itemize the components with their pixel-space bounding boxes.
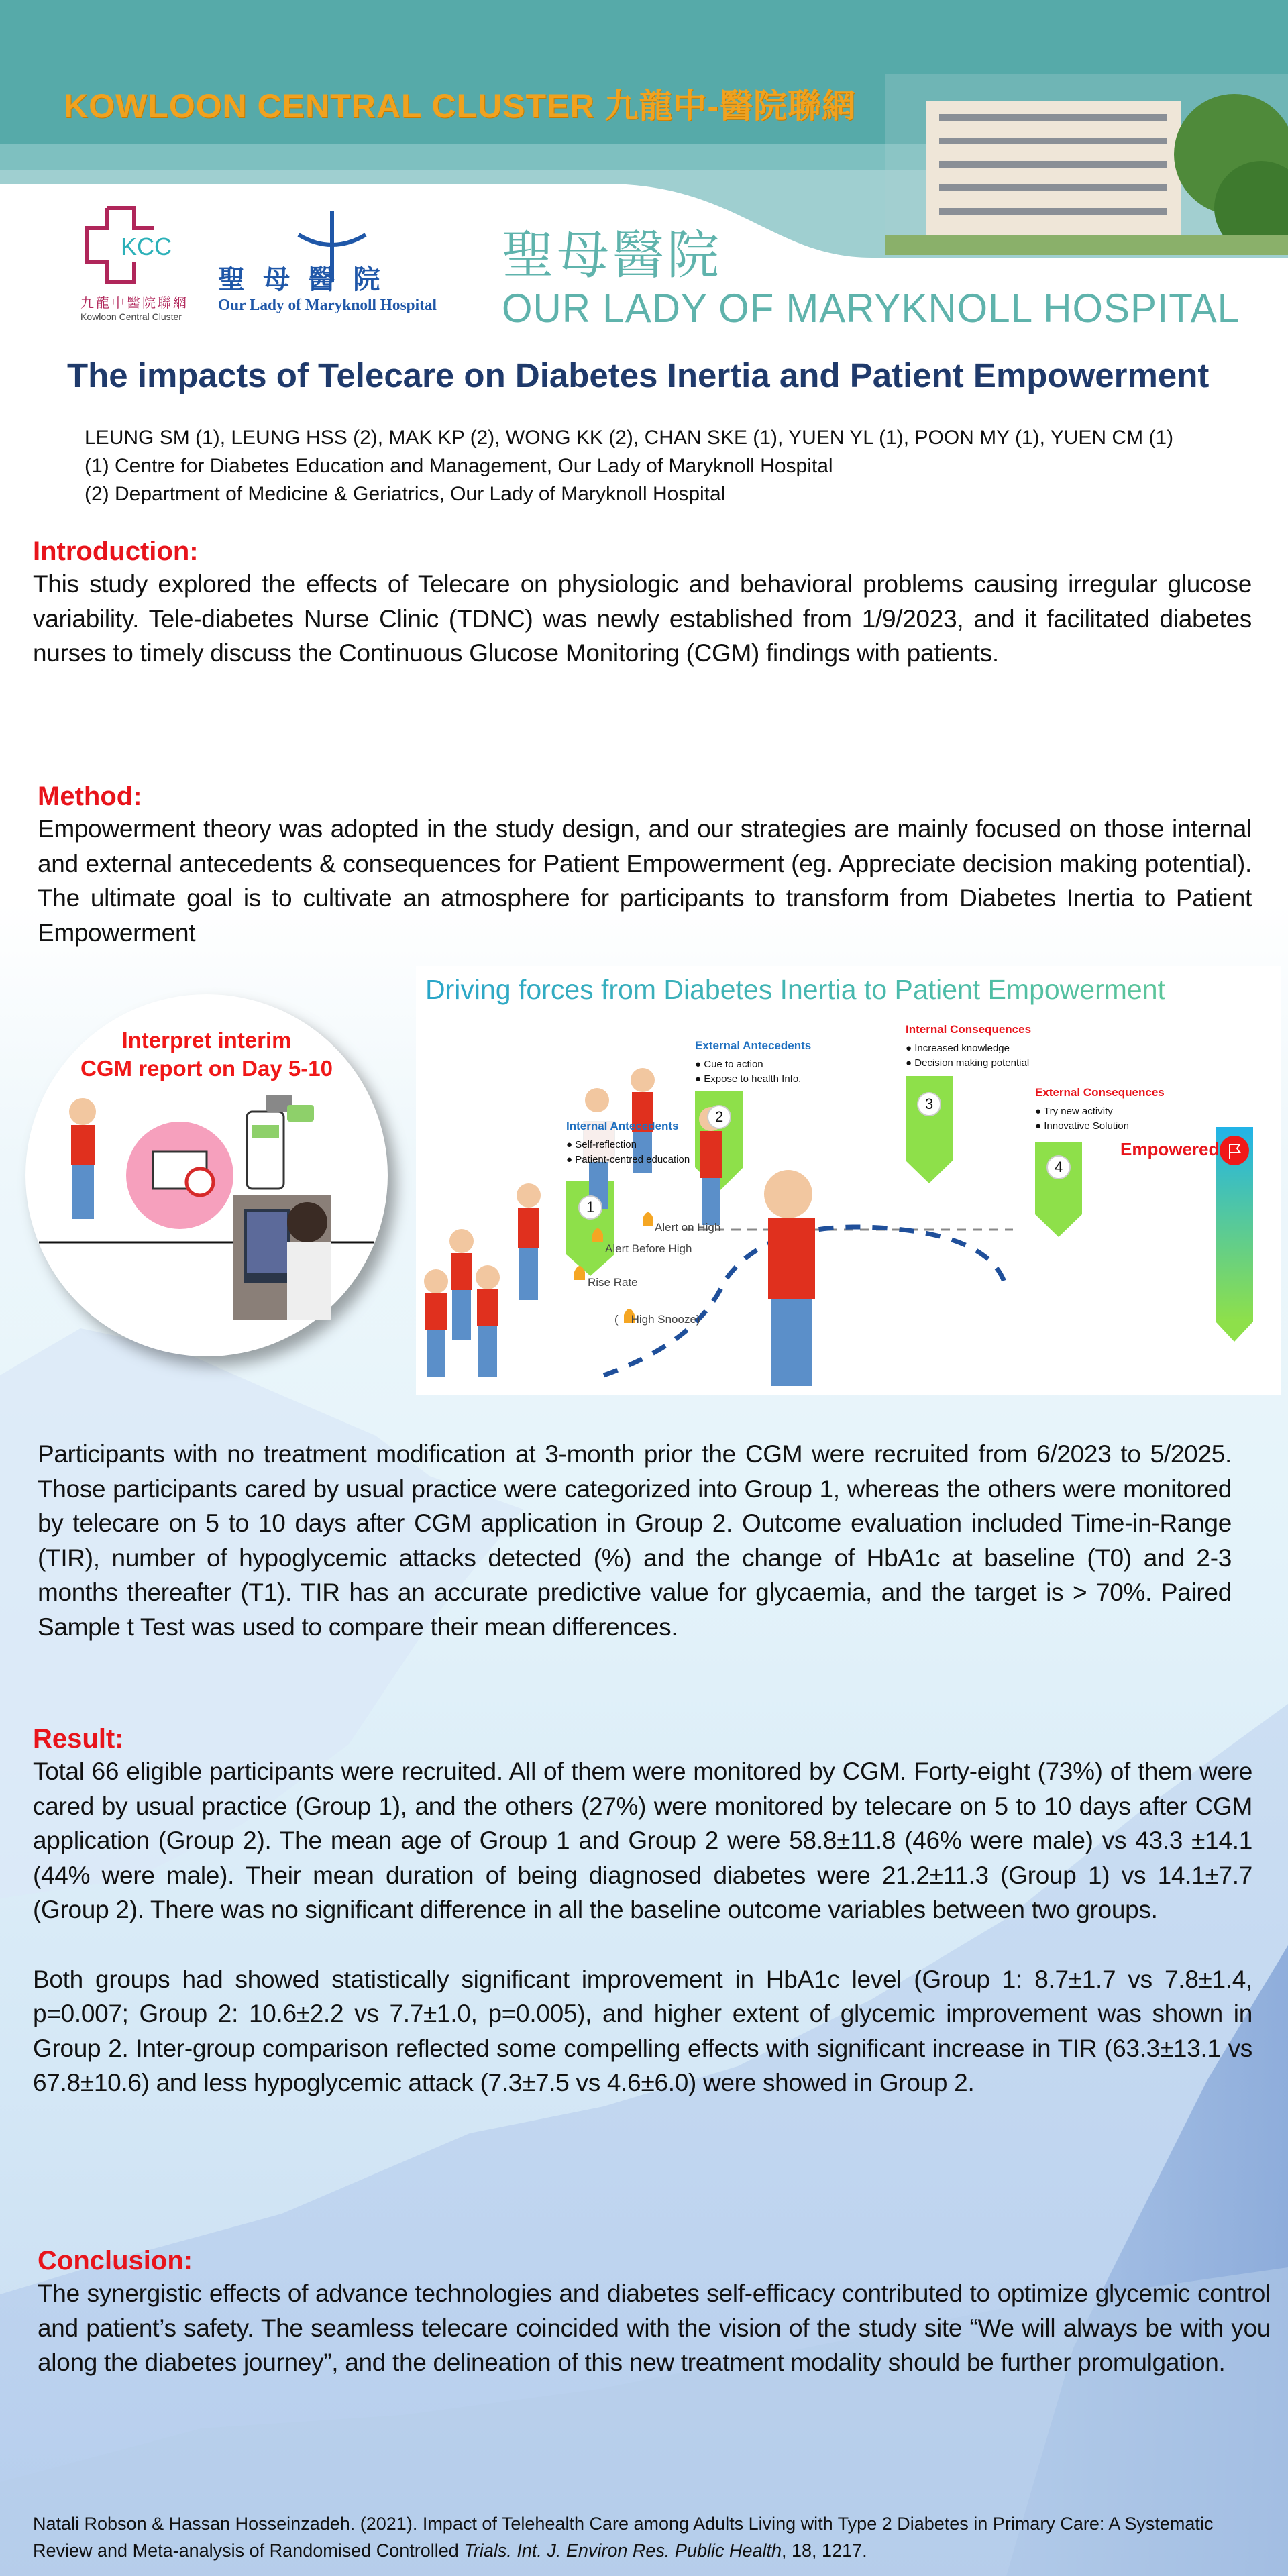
circle-illustration: [25, 994, 388, 1356]
method-heading: Method:: [38, 782, 142, 811]
stage-3-number: 3: [925, 1095, 934, 1112]
alert-on-high-label: Alert on High: [655, 1221, 721, 1234]
result-paragraph-2: Both groups had showed statistically significant improvement in HbA1c level (Group 1: 8.7±1.7 vs 7.8±1.4, p=0.007; Group 2: 10.6±2.2 vs 7.7±1.0, p=0.005), and higher extent of glycemic improvement was shown in Group 2. Inter-group comparison reflected some compelling effects with significant increase in TIR (63.3±13.1 vs 67.8±10.6) and less hypoglycemic attack (7.3±7.5 vs 4.6±6.0) were showed in Group 2.: [33, 1965, 1252, 2096]
affiliation-2: (2) Department of Medicine & Geriatrics, Our Lady of Maryknoll Hospital: [85, 483, 726, 505]
kcc-logo-en: Kowloon Central Cluster: [80, 311, 182, 322]
participants-text: Participants with no treatment modification at 3-month prior the CGM were recruited from 6/2023 to 5/2025. Those participants cared by usual practice were categorized into Group 1, whereas the others were monitored by telecare on 5 to 10 days after CGM application in Group 2. Outcome evaluation included Time-in-Range (TIR), number of hypoglycemic attacks detected (%) and the change of HbA1c at baseline (T0) and 2-3 months thereafter (T1). TIR has an accurate predictive value for glycaemia, and the target is > 70%. Paired Sample t Test was used to compare their mean differences.: [38, 1440, 1232, 1641]
driving-forces-diagram: [416, 966, 1281, 1395]
empowered-label: Empowered: [1120, 1139, 1220, 1159]
alert-before-high-label: Alert Before High: [605, 1242, 692, 1255]
olmh-logo-cn: 聖 母 醫 院: [218, 265, 386, 294]
affiliation-1: (1) Centre for Diabetes Education and Management, Our Lady of Maryknoll Hospital: [85, 455, 833, 477]
author-names: LEUNG SM (1), LEUNG HSS (2), MAK KP (2), WONG KK (2), CHAN SKE (1), YUEN YL (1), POON MY (1), YUEN CM (1): [85, 427, 1174, 449]
kcc-logo: [80, 201, 195, 335]
introduction-heading: Introduction:: [33, 537, 199, 566]
stage-2-number: 2: [715, 1108, 724, 1125]
stage-4-text: External Consequences ● Try new activity ● Innovative Solution: [1035, 1086, 1165, 1132]
introduction-section: [33, 537, 1252, 671]
stage-1-text: Internal Antecedents ● Self-reflection ● Patient-centred education: [566, 1120, 690, 1165]
authors-block: [85, 424, 1173, 508]
phone-icon: [247, 1112, 284, 1189]
cluster-title: KOWLOON CENTRAL CLUSTER 九龍中-醫院聯網: [64, 87, 857, 125]
circle-title: Interpret interim CGM report on Day 5-10: [80, 1028, 333, 1081]
reference: Natali Robson & Hassan Hosseinzadeh. (2021). Impact of Telehealth Care among Adults Living with Type 2 Diabetes in Primary Care: A Systematic Review and Meta-analysis of Randomised Controlled Trials. Int. J. Environ Res. Public Health, 18, 1217.: [33, 2514, 1214, 2561]
boy-figures: [424, 1068, 815, 1386]
result-heading: Result:: [33, 1724, 124, 1754]
poster-title: The impacts of Telecare on Diabetes Inertia and Patient Empowerment: [67, 356, 1210, 394]
high-snooze-label: ( High Snooze): [614, 1313, 700, 1326]
rise-rate-label: Rise Rate: [588, 1276, 638, 1289]
olmh-logo-en: Our Lady of Maryknoll Hospital: [218, 297, 437, 314]
introduction-text: This study explored the effects of Telecare on physiologic and behavioral problems causing irregular glucose variability. Tele-diabetes Nurse Clinic (TDNC) was newly established from 1/9/2023, and it facilitated diabetes nurses to timely discuss the Continuous Glucose Monitoring (CGM) findings with patients.: [33, 570, 1252, 667]
kcc-cross-icon: [80, 201, 195, 288]
cgm-interpret-circle: [25, 994, 388, 1356]
diagram-graphic: [416, 966, 1281, 1395]
flag-icon: [1220, 1136, 1249, 1165]
result-paragraph-1: Total 66 eligible participants were recruited. All of them were monitored by CGM. Forty-eight (73%) of them were cared by usual practice (Group 1), and the others (27%) were monitored by telecare on 5 to 10 days after CGM application (Group 2). The mean age of Group 1 and Group 2 were 58.8±11.8 (46% were male) vs 43.3 ±14.1 (44% were male). Their mean duration of being diagnosed diabetes were 21.2±11.3 (Group 1) vs 14.1±7.7 (Group 2). There was no significant difference in all the baseline outcome variables between two groups.: [33, 1758, 1252, 1923]
conclusion-heading: Conclusion:: [38, 2246, 193, 2275]
hospital-building-photo: [885, 74, 1288, 255]
stage-4-number: 4: [1055, 1159, 1063, 1175]
method-section: [38, 782, 1252, 950]
diagram-title: Driving forces from Diabetes Inertia to Patient Empowerment: [425, 974, 1165, 1005]
method-text: Empowerment theory was adopted in the study design, and our strategies are mainly focused on those internal and external antecedents & consequences for Patient Empowerment (eg. Appreciate decision making potential). The ultimate goal is to cultivate an atmosphere for participants to transform from Diabetes Inertia to Patient Empowerment: [38, 815, 1252, 947]
conclusion-section: [38, 2246, 1271, 2380]
olmh-logo: [218, 208, 453, 342]
hospital-name-chinese: 聖母醫院: [502, 225, 722, 284]
hospital-name-english: OUR LADY OF MARYKNOLL HOSPITAL: [502, 286, 1240, 331]
svg-text:KCC: KCC: [121, 233, 172, 260]
kcc-logo-cn: 九龍中醫院聯網: [80, 296, 189, 311]
reference-journal: Trials. Int. J. Environ Res. Public Health: [464, 2540, 782, 2561]
stage-3-text: Internal Consequences ● Increased knowledge ● Decision making potential: [906, 1023, 1032, 1069]
stage-2-text: External Antecedents ● Cue to action ● Expose to health Info.: [695, 1039, 812, 1085]
boy-icon: [69, 1098, 96, 1219]
conclusion-text: The synergistic effects of advance technologies and diabetes self-efficacy contributed to optimize glycemic control and patient’s safety. The seamless telecare coincided with the vision of the study site “We will always be with you along the diabetes journey”, and the delineation of this new treatment modality should be further promulgation.: [38, 2279, 1271, 2376]
stage-1-number: 1: [586, 1199, 595, 1216]
result-section: [33, 1724, 1252, 2100]
